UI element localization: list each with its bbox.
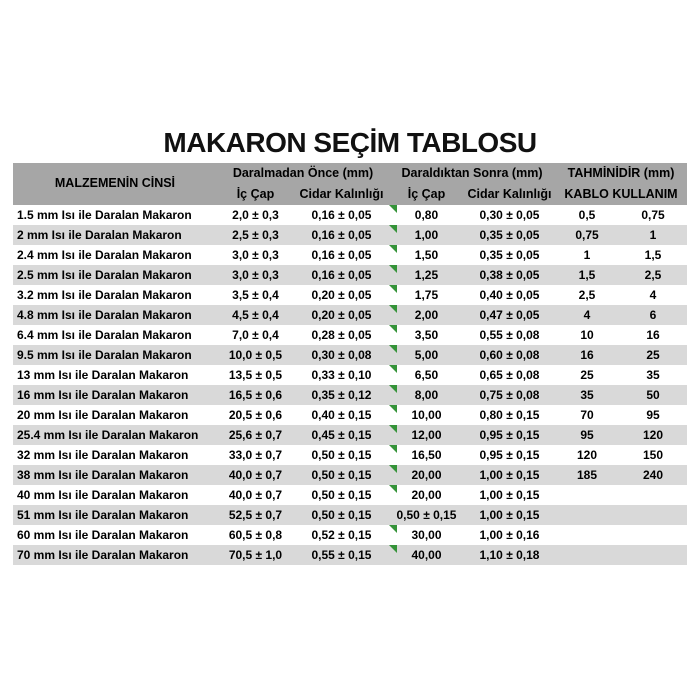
green-corner-marker-icon	[389, 265, 397, 273]
after-inner-diameter-cell: 8,00	[389, 385, 464, 405]
cable-usage-min-cell: 95	[555, 425, 619, 445]
green-corner-marker-icon	[389, 245, 397, 253]
cable-usage-min-cell	[555, 485, 619, 505]
green-corner-marker-icon	[389, 425, 397, 433]
cable-usage-max-cell: 95	[646, 408, 660, 422]
material-cell: 13 mm Isı ile Daralan Makaron	[16, 368, 189, 382]
after-inner-diameter-cell: 20,00	[389, 465, 464, 485]
after-inner-diameter-cell: 16,50	[389, 445, 464, 465]
after-wall-thickness-cell: 0,38 ± 0,05	[464, 265, 555, 285]
before-inner-diameter-cell: 2,0 ± 0,3	[232, 208, 279, 222]
after-wall-thickness-cell: 0,65 ± 0,08	[479, 368, 540, 382]
header-after-inner-diameter: İç Çap	[389, 185, 464, 205]
cable-usage-min-cell: 0,5	[578, 208, 596, 222]
material-cell: 6.4 mm Isı ile Daralan Makaron	[16, 328, 192, 342]
green-corner-marker-icon	[389, 385, 397, 393]
green-corner-marker-icon	[389, 545, 397, 553]
after-inner-diameter-cell: 1,75	[389, 285, 464, 305]
green-corner-marker-icon	[389, 525, 397, 533]
table-row	[13, 265, 687, 285]
before-inner-diameter-cell: 33,0 ± 0,7	[228, 448, 283, 462]
header-after-wall-thickness: Cidar Kalınlığı	[464, 185, 555, 205]
table-row	[13, 305, 687, 325]
material-cell: 25.4 mm Isı ile Daralan Makaron	[13, 425, 217, 445]
after-wall-thickness-cell: 0,80 ± 0,15	[479, 408, 540, 422]
cable-usage-min-cell: 16	[555, 345, 619, 365]
cable-usage-min-cell: 70	[580, 408, 594, 422]
table-row	[13, 445, 687, 465]
cable-usage-min-cell: 10	[580, 328, 594, 342]
after-wall-thickness-cell: 0,55 ± 0,08	[479, 328, 540, 342]
after-inner-diameter-cell: 20,00	[389, 485, 464, 505]
material-cell: 2.4 mm Isı ile Daralan Makaron	[16, 248, 192, 262]
before-wall-thickness-cell: 0,45 ± 0,15	[294, 425, 389, 445]
cable-usage-max-cell: 4	[649, 288, 657, 302]
table-row	[13, 405, 687, 425]
before-inner-diameter-cell: 13,5 ± 0,5	[228, 368, 283, 382]
table-row	[13, 285, 687, 305]
cable-usage-max-cell	[619, 525, 687, 545]
cable-usage-min-cell: 4	[555, 305, 619, 325]
after-wall-thickness-cell: 1,00 ± 0,16	[479, 528, 540, 542]
green-corner-marker-icon	[389, 485, 397, 493]
cable-usage-max-cell: 120	[619, 425, 687, 445]
material-cell: 2.5 mm Isı ile Daralan Makaron	[13, 265, 217, 285]
before-wall-thickness-cell: 0,20 ± 0,05	[294, 305, 389, 325]
table-row	[13, 225, 687, 245]
after-wall-thickness-cell: 1,00 ± 0,15	[464, 465, 555, 485]
header-group-row	[13, 163, 687, 185]
before-inner-diameter-cell: 10,0 ± 0,5	[217, 345, 294, 365]
cable-usage-max-cell	[619, 485, 687, 505]
cable-usage-min-cell: 25	[580, 368, 594, 382]
material-cell: 3.2 mm Isı ile Daralan Makaron	[16, 288, 192, 302]
material-cell: 40 mm Isı ile Daralan Makaron	[16, 488, 189, 502]
before-inner-diameter-cell: 16,5 ± 0,6	[217, 385, 294, 405]
cable-usage-min-cell	[555, 505, 619, 525]
green-corner-marker-icon	[389, 465, 397, 473]
after-inner-diameter-cell: 0,50 ± 0,15	[389, 505, 464, 525]
after-inner-diameter-cell: 1,25	[389, 265, 464, 285]
cable-usage-max-cell	[619, 545, 687, 565]
cable-usage-max-cell: 2,5	[619, 265, 687, 285]
after-wall-thickness-cell: 0,60 ± 0,08	[464, 345, 555, 365]
green-corner-marker-icon	[389, 365, 397, 373]
before-inner-diameter-cell: 40,0 ± 0,7	[228, 488, 283, 502]
cable-usage-max-cell: 50	[619, 385, 687, 405]
header-before-wall-thickness: Cidar Kalınlığı	[294, 185, 389, 205]
after-wall-thickness-cell: 0,40 ± 0,05	[479, 288, 540, 302]
green-corner-marker-icon	[389, 225, 397, 233]
before-inner-diameter-cell: 40,0 ± 0,7	[217, 465, 294, 485]
before-wall-thickness-cell: 0,33 ± 0,10	[311, 368, 372, 382]
after-wall-thickness-cell: 1,00 ± 0,15	[479, 488, 540, 502]
before-inner-diameter-cell: 20,5 ± 0,6	[228, 408, 283, 422]
green-corner-marker-icon	[389, 445, 397, 453]
after-inner-diameter-cell: 12,00	[389, 425, 464, 445]
before-wall-thickness-cell: 0,16 ± 0,05	[311, 248, 372, 262]
after-inner-diameter-cell: 6,50	[389, 365, 464, 385]
before-inner-diameter-cell: 3,5 ± 0,4	[232, 288, 279, 302]
cable-usage-max-cell: 16	[646, 328, 660, 342]
cable-usage-max-cell: 150	[642, 448, 664, 462]
table-body	[13, 205, 687, 565]
table-row	[13, 385, 687, 405]
material-cell: 16 mm Isı ile Daralan Makaron	[13, 385, 217, 405]
green-corner-marker-icon	[389, 325, 397, 333]
before-inner-diameter-cell: 4,5 ± 0,4	[217, 305, 294, 325]
cable-usage-max-cell: 240	[619, 465, 687, 485]
before-inner-diameter-cell: 2,5 ± 0,3	[217, 225, 294, 245]
green-corner-marker-icon	[389, 305, 397, 313]
table-row	[13, 425, 687, 445]
table-row	[13, 465, 687, 485]
cable-usage-max-cell	[619, 505, 687, 525]
after-inner-diameter-cell: 30,00	[389, 525, 464, 545]
material-cell: 9.5 mm Isı ile Daralan Makaron	[13, 345, 217, 365]
after-wall-thickness-cell: 0,35 ± 0,05	[479, 248, 540, 262]
table-row	[13, 325, 687, 345]
before-wall-thickness-cell: 0,35 ± 0,12	[294, 385, 389, 405]
cable-usage-min-cell: 1	[583, 248, 591, 262]
before-wall-thickness-cell: 0,50 ± 0,15	[311, 448, 372, 462]
before-wall-thickness-cell: 0,40 ± 0,15	[311, 408, 372, 422]
header-group-before-shrink: Daralmadan Önce (mm)	[217, 163, 389, 185]
after-wall-thickness-cell: 0,75 ± 0,08	[464, 385, 555, 405]
cable-usage-min-cell: 1,5	[555, 265, 619, 285]
header-cable-usage: KABLO KULLANIM	[555, 185, 687, 205]
material-cell: 60 mm Isı ile Daralan Makaron	[16, 528, 189, 542]
green-corner-marker-icon	[389, 345, 397, 353]
material-cell: 70 mm Isı ile Daralan Makaron	[13, 545, 217, 565]
table-row	[13, 245, 687, 265]
makaron-selection-table	[13, 163, 687, 565]
header-group-estimate: TAHMİNİDİR (mm)	[555, 163, 687, 185]
cable-usage-max-cell: 1,5	[644, 248, 662, 262]
material-cell: 1.5 mm Isı ile Daralan Makaron	[16, 208, 192, 222]
page-title: MAKARON SEÇİM TABLOSU	[163, 127, 537, 158]
after-wall-thickness-cell: 1,10 ± 0,18	[464, 545, 555, 565]
cable-usage-min-cell: 2,5	[578, 288, 596, 302]
before-wall-thickness-cell: 0,30 ± 0,08	[294, 345, 389, 365]
after-wall-thickness-cell: 0,95 ± 0,15	[479, 448, 540, 462]
after-inner-diameter-cell: 10,00	[389, 405, 464, 425]
table-header	[13, 163, 687, 205]
before-inner-diameter-cell: 3,0 ± 0,3	[217, 265, 294, 285]
table-row	[13, 525, 687, 545]
before-wall-thickness-cell: 0,55 ± 0,15	[294, 545, 389, 565]
before-inner-diameter-cell: 52,5 ± 0,7	[217, 505, 294, 525]
material-cell: 38 mm Isı ile Daralan Makaron	[13, 465, 217, 485]
header-before-inner-diameter: İç Çap	[217, 185, 294, 205]
material-cell: 32 mm Isı ile Daralan Makaron	[16, 448, 189, 462]
cable-usage-min-cell: 185	[555, 465, 619, 485]
cable-usage-min-cell: 0,75	[555, 225, 619, 245]
before-wall-thickness-cell: 0,16 ± 0,05	[294, 265, 389, 285]
table-row	[13, 485, 687, 505]
before-inner-diameter-cell: 70,5 ± 1,0	[217, 545, 294, 565]
cable-usage-min-cell: 120	[576, 448, 598, 462]
after-wall-thickness-cell: 1,00 ± 0,15	[464, 505, 555, 525]
before-inner-diameter-cell: 25,6 ± 0,7	[217, 425, 294, 445]
before-wall-thickness-cell: 0,50 ± 0,15	[311, 488, 372, 502]
cable-usage-min-cell	[555, 545, 619, 565]
table-row	[13, 205, 687, 225]
after-wall-thickness-cell: 0,30 ± 0,05	[479, 208, 540, 222]
cable-usage-max-cell: 25	[619, 345, 687, 365]
after-wall-thickness-cell: 0,35 ± 0,05	[464, 225, 555, 245]
after-inner-diameter-cell: 5,00	[389, 345, 464, 365]
after-inner-diameter-cell: 2,00	[389, 305, 464, 325]
before-wall-thickness-cell: 0,50 ± 0,15	[294, 465, 389, 485]
cable-usage-max-cell: 35	[646, 368, 660, 382]
table-row	[13, 345, 687, 365]
before-inner-diameter-cell: 7,0 ± 0,4	[232, 328, 279, 342]
before-wall-thickness-cell: 0,20 ± 0,05	[311, 288, 372, 302]
cable-usage-min-cell: 35	[555, 385, 619, 405]
header-material: MALZEMENİN CİNSİ	[13, 163, 217, 205]
green-corner-marker-icon	[389, 285, 397, 293]
after-inner-diameter-cell: 1,50	[389, 245, 464, 265]
before-inner-diameter-cell: 3,0 ± 0,3	[232, 248, 279, 262]
after-inner-diameter-cell: 3,50	[389, 325, 464, 345]
table-row	[13, 545, 687, 565]
material-cell: 2 mm Isı ile Daralan Makaron	[13, 225, 217, 245]
before-inner-diameter-cell: 60,5 ± 0,8	[228, 528, 283, 542]
material-cell: 20 mm Isı ile Daralan Makaron	[16, 408, 189, 422]
material-cell: 4.8 mm Isı ile Daralan Makaron	[13, 305, 217, 325]
table-row	[13, 505, 687, 525]
after-inner-diameter-cell: 0,80	[389, 205, 464, 225]
before-wall-thickness-cell: 0,50 ± 0,15	[294, 505, 389, 525]
after-wall-thickness-cell: 0,47 ± 0,05	[464, 305, 555, 325]
cable-usage-max-cell: 1	[619, 225, 687, 245]
green-corner-marker-icon	[389, 405, 397, 413]
header-group-after-shrink: Daraldıktan Sonra (mm)	[389, 163, 555, 185]
table-row	[13, 365, 687, 385]
after-inner-diameter-cell: 40,00	[389, 545, 464, 565]
cable-usage-max-cell: 0,75	[641, 208, 665, 222]
after-wall-thickness-cell: 0,95 ± 0,15	[464, 425, 555, 445]
material-cell: 51 mm Isı ile Daralan Makaron	[13, 505, 217, 525]
after-inner-diameter-cell: 1,00	[389, 225, 464, 245]
before-wall-thickness-cell: 0,16 ± 0,05	[311, 208, 372, 222]
cable-usage-max-cell: 6	[619, 305, 687, 325]
before-wall-thickness-cell: 0,28 ± 0,05	[311, 328, 372, 342]
before-wall-thickness-cell: 0,16 ± 0,05	[294, 225, 389, 245]
before-wall-thickness-cell: 0,52 ± 0,15	[311, 528, 372, 542]
cable-usage-min-cell	[555, 525, 619, 545]
green-corner-marker-icon	[389, 205, 397, 213]
